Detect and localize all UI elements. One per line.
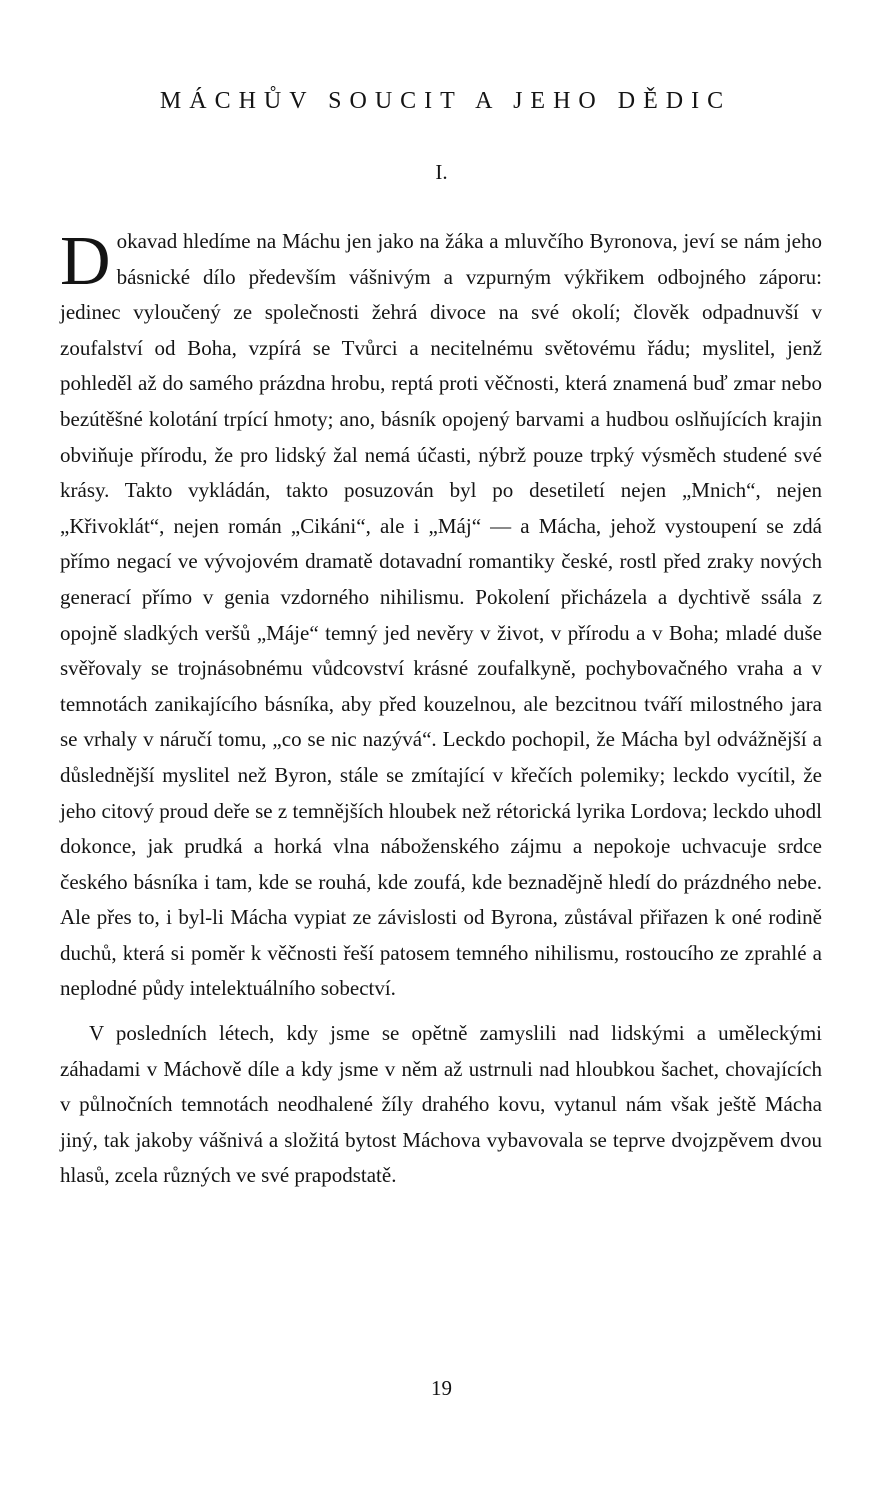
paragraph xyxy=(60,224,822,1007)
chapter-title: MÁCHŮV SOUCIT A JEHO DĚDIC xyxy=(159,88,732,114)
section-number: I. xyxy=(435,160,448,184)
paragraph-text: V posledních létech, kdy jsme se opětně zamyslili nad lidskými a uměleckými záhadami v Máchově díle a kdy jsme v něm až ustrnuli nad hloubkou šachet, chovajících v půlnočních temnotách neodhalené žíly drahého kovu, vytanul nám však ještě Mácha jiný, tak jakoby vášnivá a složitá bytost Máchova vybavovala se teprve dvojzpěvem dvou hlasů, zcela různých ve své prapodstatě. xyxy=(60,1021,822,1188)
body-text xyxy=(60,224,822,1194)
page-number: 19 xyxy=(431,1376,452,1400)
paragraph-text: okavad hledíme na Máchu jen jako na žáka a mluvčího Byronova, jeví se nám jeho básnické dílo především vášnivým a vzpurným výkřikem odbojného záporu: jedinec vyloučený ze společnosti žehrá divoce na své okolí; člověk odpadnuvší v zoufalství od Boha, vzpírá se Tvůrci a necitelnému světovému řádu; myslitel, jenž pohleděl až do samého prázdna hrobu, reptá proti věčnosti, která znamená buď zmar nebo bezútěšné kolotání trpící hmoty; ano, básník opojený barvami a hudbou oslňujících krajin obviňuje přírodu, že pro lidský žal nemá účasti, nýbrž pouze trpký výsměch studené své krásy. Takto vykládán, takto posuzován byl po desetiletí nejen „Mnich“, nejen „Křivoklát“, nejen román „Cikáni“, ale i „Máj“ — a Mácha, jehož vystoupení se zdá přímo negací ve vývojovém dramatě dotavadní romantiky české, rostl před zraky nových generací přímo v genia vzdorného nihilismu. Pokolení přicházela a dychtivě ssála z opojně sladkých veršů „Máje“ temný jed nevěry v život, v přírodu a v Boha; mladé duše svěřovaly se trojnásobnému vůdcovství krásné zoufalkyně, pochybovačného vraha a v temnotách zanikajícího básníka, aby před kouzelnou, ale bezcitnou tváří milostného jara se vrhaly v náručí tomu, „co se nic nazývá“. Leckdo pochopil, že Mácha byl odvážnější a důslednější myslitel než Byron, stále se zmítající v křečích polemiky; leckdo vycítil, že jeho citový proud deře se z temnějších hloubek než rétorická lyrika Lordova; leckdo uhodl dokonce, jak prudká a horká vlna náboženského zájmu a nepokoje uchvacuje srdce českého básníka i tam, kde se rouhá, kde zoufá, kde beznadějně hledí do prázdného nebe. Ale přes to, i byl-li Mácha vypiat ze závislosti od Byrona, zůstával přiřazen k oné rodině duchů, která si poměr k věčnosti řeší patosem temného nihilismu, rostoucího ze zprahlé a neplodné půdy intelektuálního sobectví. xyxy=(60,229,822,1001)
paragraph xyxy=(60,1016,822,1194)
drop-cap: D xyxy=(60,223,111,300)
